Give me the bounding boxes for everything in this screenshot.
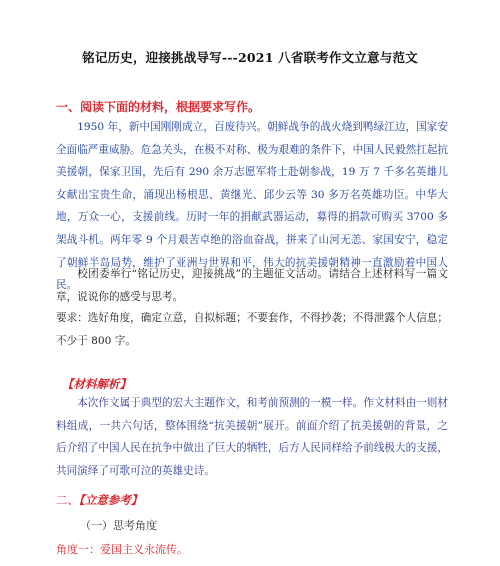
- requirements-paragraph: 要求：选好角度，确定立意，自拟标题；不要套作，不得抄袭；不得泄露个人信息；不少于 800 字。: [56, 312, 448, 347]
- section-number: 二、: [56, 493, 79, 507]
- section-heading-ideas: [56, 492, 142, 508]
- section-heading-reading: 一、阅读下面的材料，根据要求写作。: [56, 100, 261, 114]
- task-paragraph: 校团委举行“铭记历史，迎接挑战”的主题征文活动。请结合上述材料写一篇文章，说说你的感受与思考。: [56, 268, 448, 303]
- subheading-angles: （一）思考角度: [80, 519, 157, 532]
- section-label: 【立意参考】: [79, 493, 143, 507]
- material-paragraph: 1950 年，新中国刚刚成立，百废待兴。朝鲜战争的战火烧到鸭绿江边，国家安全面临严重威胁。危急关头，在极不对称、极为艰难的条件下，中国人民毅然扛起抗美援朝，保家卫国，先后有 290 余万志愿军将士赴朝参战，19 万 7 千多名英雄儿女献出宝贵生命，涌现出杨根思、黄继光、邱少云等 30 多万名英雄功臣。中华大地，万众一心，支援前线。历时一年的捐献武器运动，募得的捐款可购买 3700 多架战斗机。两年零 9 个月艰苦卓绝的浴血奋战，拼来了山河无恙、家国安宁，稳定了朝鲜半岛局势，维护了亚洲与世界和平，伟大的抗美援朝精神一直激励着中国人民。: [56, 121, 448, 292]
- document-title: 铭记历史，迎接挑战导写---2021 八省联考作文立意与范文: [82, 50, 418, 65]
- angle-one: 角度一：爱国主义永流传。: [56, 543, 188, 556]
- analysis-label: 【材料解析】: [62, 377, 131, 391]
- analysis-paragraph: 本次作文属于典型的宏大主题作文，和考前预测的一模一样。作文材料由一则材料组成，一共六句话，整体围绕“抗美援朝”展开。前面介绍了抗美援朝的背景，之后介绍了中国人民在抗争中做出了巨大的牺牲，后方人民同样给予前线极大的支援，共同演绎了可歌可泣的英雄史诗。: [56, 397, 448, 477]
